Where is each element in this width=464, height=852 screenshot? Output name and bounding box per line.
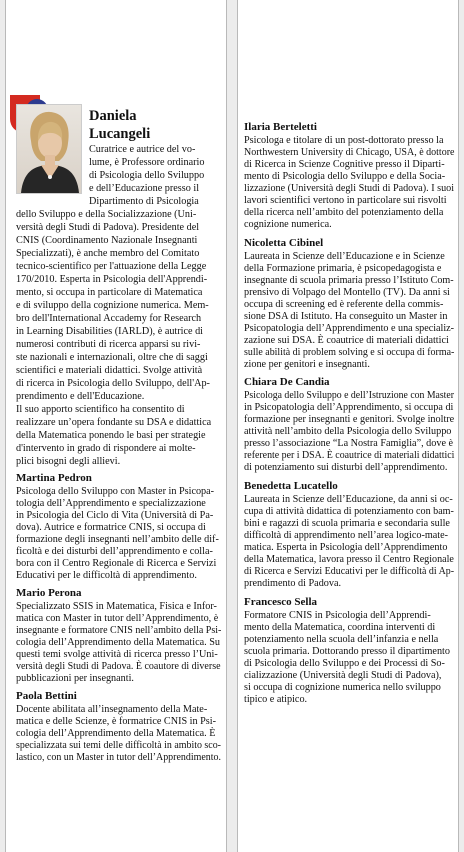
author-bio-line: si occupa di cognizione numerica nello sviluppo — [244, 682, 441, 693]
author-bio-line: cologia dell’Apprendimento della Matematica. È — [16, 728, 216, 739]
author-bio-line: della Formazione primaria, è psicopedagogista e — [244, 263, 442, 274]
author-bio-line: di Ricerca in Scienze Cognitive presso il Diparti- — [244, 159, 445, 170]
author-bio-line: insegnante di scuola primaria presso l’Istituto Com- — [244, 275, 454, 286]
author-bio-line: Laureata in Scienze dell’Educazione e in Scienze — [244, 251, 445, 262]
author-bio-line: Psicologa e titolare di un post-dottorato presso la — [244, 135, 444, 146]
author-bio-line: in Psicopatologia dell’Apprendimento, si occupa di — [244, 402, 454, 413]
author-bio-line: sulle abilità di problem solving e si occupa di forma- — [244, 347, 455, 358]
author-bio-line: matica con Master in tutor dell’Apprendimento, è — [16, 613, 219, 624]
author-bio-line: cognizione numerica. — [244, 219, 332, 230]
author-bio-line: in Psicologia del Ciclo di Vita (Università di Pa- — [16, 510, 214, 521]
author-bio-line: pubblicazioni per insegnanti. — [16, 673, 134, 684]
author-bio-line: lastico, con un Master in tutor dell’Apprendimento. — [16, 752, 221, 763]
author-bio-line: Laureata in Scienze dell’Educazione, da anni si oc- — [244, 494, 453, 505]
author-bio-line: mento della Matematica, coordina interventi di — [244, 622, 436, 633]
bio-line: d'intervento in grado di rispondere ai molte- — [16, 443, 196, 454]
bio-line: dello Sviluppo e della Socializzazione (Uni- — [16, 209, 197, 220]
bio-line: Curatrice e autrice del vo- — [89, 144, 196, 155]
bio-line: numerosi contributi di ricerca apparsi su rivi- — [16, 339, 201, 350]
author-bio-line: di Psicologia dello Sviluppo e dei Processi di So- — [244, 658, 445, 669]
author-bio-line: della ricerca nell’ambito del potenziamento della — [244, 207, 444, 218]
bio-line: prendimento e dell'Educazione. — [16, 391, 145, 402]
page-edge — [237, 0, 238, 852]
author-bio-line: di potenziamento sui disturbi dell’apprendimento. — [244, 462, 448, 473]
author-bio-line: presso l’associazione “La Nostra Famiglia”, dove è — [244, 438, 454, 449]
bio-line: Dipartimento di Psicologia — [89, 196, 199, 207]
author-bio-line: occupa di screening ed è referente della commis- — [244, 299, 444, 310]
author-bio-line: formazione per insegnanti e genitori. Svolge inoltre — [244, 414, 455, 425]
author-bio-line: Formatore CNIS in Psicologia dell’Apprendi- — [244, 610, 431, 621]
bio-line: di Psicologia dello Sviluppo — [89, 170, 205, 181]
author-name: Nicoletta Cibinel — [244, 237, 324, 249]
main-author-first-name: Daniela — [89, 108, 137, 124]
author-bio-line: ficoltà e dei disturbi dell’apprendimento e colla- — [16, 546, 213, 557]
bio-line: 170/2010. Esperta in Psicologia dell'Apprendi- — [16, 274, 208, 285]
bio-line: scientifici e materiali didattici. Svolge attività — [16, 365, 203, 376]
author-name: Mario Perona — [16, 587, 82, 599]
author-bio-line: specializzata sui temi delle difficoltà in ambito sco- — [16, 740, 221, 751]
author-bio-line: zione per genitori e insegnanti. — [244, 359, 370, 370]
author-bio-line: lizzazione (Università degli Studi di Padova). I suoi — [244, 183, 455, 194]
author-bio-line: questi temi svolge attività di ricerca presso l’Uni- — [16, 649, 218, 660]
page-edge — [5, 0, 6, 852]
author-bio-line: zazione sui DSA. È coautrice di materiali didattici — [244, 335, 449, 346]
author-bio-line: lavori scientifici vertono in particolare sui risvolti — [244, 195, 447, 206]
author-bio-line: Educativi per le difficoltà di apprendimento. — [16, 570, 197, 581]
author-bio-line: attività nell’ambito della Psicologia dello Sviluppo — [244, 426, 452, 437]
author-bio-line: insegnante e formatore CNIS nell’ambito della Psi- — [16, 625, 222, 636]
author-name: Francesco Sella — [244, 596, 318, 608]
bio-line: della Matematica ponendo le basi per strategie — [16, 430, 206, 441]
author-name: Martina Pedron — [16, 472, 92, 484]
page-edge — [458, 0, 459, 852]
bio-line: plici bisogni degli allievi. — [16, 456, 121, 467]
author-bio-line: cologia dell’Apprendimento della Matematica. Su — [16, 637, 220, 648]
author-bio-line: difficoltà di apprendimento nell’area logico-mate- — [244, 530, 449, 541]
author-bio-line: potenziamento nella scuola dell’infanzia e nella — [244, 634, 439, 645]
author-bio-line: cializzazione (Università degli Studi di Padova), — [244, 670, 442, 681]
author-bio-line: dova). Autrice e formatrice CNIS, si occupa di — [16, 522, 206, 533]
author-bio-line: Docente abilitata all’insegnamento della Mate- — [16, 704, 208, 715]
author-bio-line: bora con il Centro Regionale di Ricerca e Servizi — [16, 558, 217, 569]
author-bio-line: matica. Esperta in Psicologia dell’Apprendimento — [244, 542, 448, 553]
author-bio-line: cupa di attività didattica di potenziamento con bam- — [244, 506, 454, 517]
author-bio-line: Psicopatologia dell’Apprendimento e una specializ- — [244, 323, 455, 334]
bio-line: e dell’Educazione presso il — [89, 183, 200, 194]
bio-line: CNIS (Coordinamento Nazionale Insegnanti — [16, 235, 198, 246]
bio-line: di ricerca in Psicologia dello Sviluppo, dell'Ap- — [16, 378, 210, 389]
author-bio-line: della Matematica, lavora presso il Centro Regionale — [244, 554, 454, 565]
author-name: Ilaria Berteletti — [244, 121, 317, 133]
author-bio-line: Psicologa dello Sviluppo e dell’Istruzione con Master — [244, 390, 454, 401]
author-bio-line: sione DSA di Istituto. Ha conseguito un Master in — [244, 311, 448, 322]
author-name: Chiara De Candia — [244, 376, 330, 388]
main-author-last-name: Lucangeli — [89, 126, 151, 142]
bio-line: mento, si occupa in particolare di Matematica — [16, 287, 203, 298]
bio-line: bro dell'International Accademy for Research — [16, 313, 202, 324]
author-bio-line: Specializzato SSIS in Matematica, Fisica e Infor- — [16, 601, 217, 612]
author-bio-line: tologia dell’Apprendimento e specializzazione — [16, 498, 206, 509]
author-bio-line: Northwestern University di Chicago, USA, è dottore — [244, 147, 455, 158]
bio-line: realizzare un’opera fondante su DSA e didattica — [16, 417, 212, 428]
page-edge — [226, 0, 227, 852]
author-bio-line: bini e ragazzi di scuola primaria e secondaria sulle — [244, 518, 450, 529]
author-bio-line: mento di Psicologia dello Sviluppo e della Socia- — [244, 171, 446, 182]
author-bio-line: referente per i DSA. È coautrice di materiali didattici — [244, 450, 455, 461]
author-name: Benedetta Lucatello — [244, 480, 338, 492]
bio-line: Il suo apporto scientifico ha consentito di — [16, 404, 185, 415]
author-bio-line: versità degli Studi di Padova. È coautore di diverse — [16, 661, 221, 672]
author-bio-line: formazione degli insegnanti nell’ambito delle dif- — [16, 534, 219, 545]
author-bio-line: scuola primaria. Dottorando presso il dipartimento — [244, 646, 450, 657]
author-bio-line: tipico e atipico. — [244, 694, 308, 705]
bio-line: in Learning Disabilities (IARLD), è autrice di — [16, 326, 203, 337]
bio-line: versità degli Studi di Padova). Presidente del — [16, 222, 200, 233]
bio-line: lume, è Professore ordinario — [89, 157, 205, 168]
author-bio-line: prensivo di Volpago del Montello (TV). Da anni si — [244, 287, 450, 298]
author-bio-line: Psicologa dello Sviluppo con Master in Psicopa- — [16, 486, 215, 497]
bio-line: tecnico-scientifico per l'attuazione della Legge — [16, 261, 207, 272]
author-photo — [16, 104, 82, 194]
author-bio-line: matica e delle Scienze, è formatrice CNIS in Psi- — [16, 716, 216, 727]
author-bio-line: prendimento di Padova. — [244, 578, 342, 589]
author-name: Paola Bettini — [16, 690, 77, 702]
bio-line: ste nazionali e internazionali, oltre che di saggi — [16, 352, 208, 363]
bio-line: Specializzati), è anche membro del Comitato — [16, 248, 200, 259]
bio-line: e di sviluppo della cognizione numerica. Mem- — [16, 300, 209, 311]
author-bio-line: di Ricerca e Servizi Educativi per le difficoltà di Ap- — [244, 566, 455, 577]
